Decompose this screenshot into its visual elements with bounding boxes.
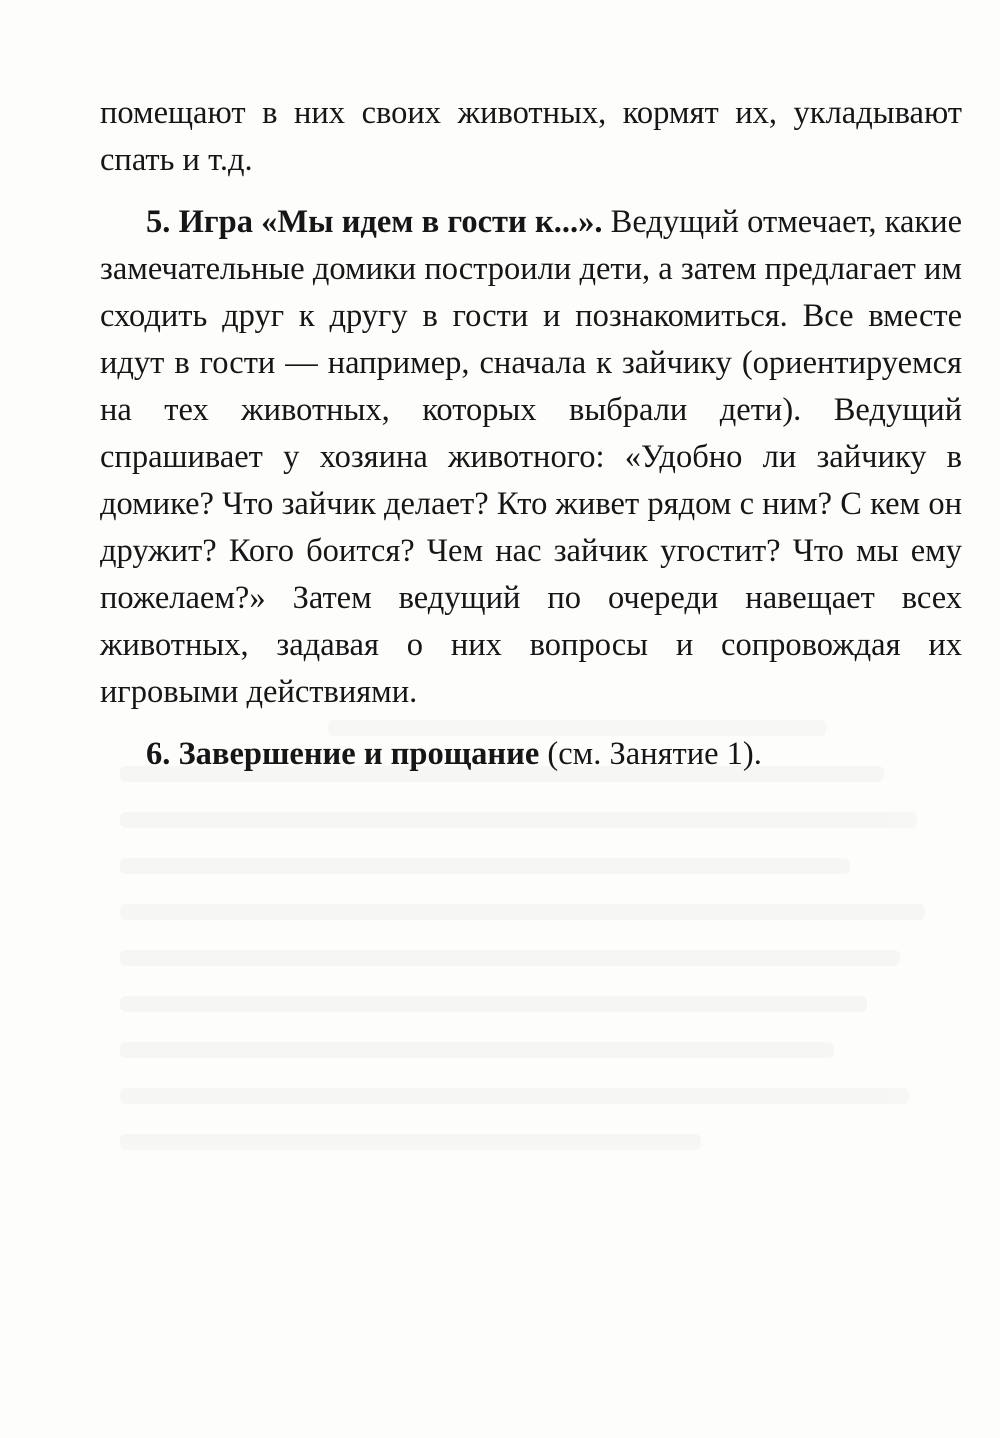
paragraph-game-5-heading: 5. Игра «Мы идем в гости к...». (146, 204, 603, 240)
paragraph-continued (100, 90, 962, 184)
paragraph-step-6-text: (см. Занятие 1). (539, 736, 762, 772)
paragraph-step-6 (100, 731, 962, 778)
paragraph-game-5-text: Ведущий отмечает, какие замечательные домики построили дети, а затем предлагает им сходить друг к другу в гости и познакомиться. Все вместе идут в гости — например, сначала к зайчику (ориентируемся на тех животных, которых выбрали дети). Ведущий спрашивает у хозяина животного: «Удобно ли зайчику в домике? Что зайчик делает? Кто живет рядом с ним? С кем он дружит? Кого боится? Чем нас зайчик угостит? Что мы ему пожелаем?» Затем ведущий по очереди навещает всех животных, задавая о них вопросы и сопровождая их игровыми действиями. (100, 204, 963, 710)
paragraph-step-6-heading: 6. Завершение и прощание (146, 736, 540, 772)
body-text (100, 90, 962, 778)
paragraph-game-5 (100, 199, 962, 716)
reverse-side-show-through (120, 720, 950, 1240)
paragraph-continued-text: помещают в них своих животных, кормят их, укладывают спать и т.д. (100, 95, 962, 178)
